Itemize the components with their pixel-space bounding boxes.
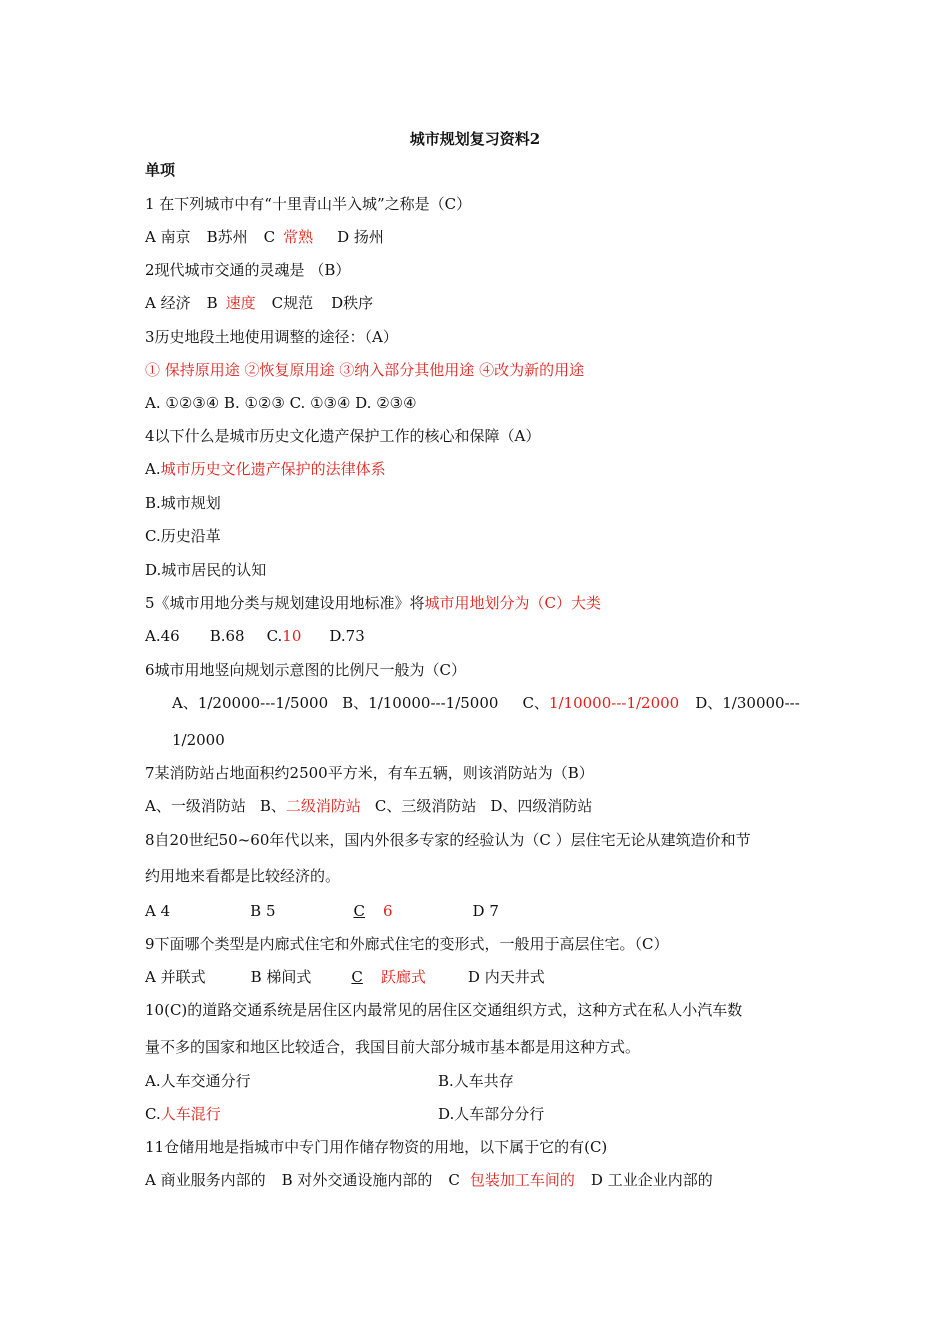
question-11-options bbox=[145, 1170, 713, 1190]
option-d: D 工业企业内部的 bbox=[590, 1171, 713, 1189]
option-a: A 南京 bbox=[145, 228, 191, 246]
option-b: B苏州 bbox=[206, 228, 248, 246]
option-a: A、一级消防站 bbox=[145, 797, 246, 815]
question-7-options bbox=[145, 796, 592, 816]
question-4-option-c: C.历史沿革 bbox=[145, 527, 221, 545]
option-c-label: C. bbox=[266, 627, 283, 645]
option-a: A.46 bbox=[145, 627, 180, 645]
question-2-options bbox=[145, 293, 373, 313]
question-6-options-wrap: 1/2000 bbox=[172, 731, 225, 749]
option-b-label: B bbox=[206, 294, 218, 312]
option-a: A 经济 bbox=[145, 294, 191, 312]
option-a: A 商业服务内部的 bbox=[145, 1171, 266, 1189]
question-8-options bbox=[145, 901, 499, 921]
question-1: 1 在下列城市中有“十里青山半入城”之称是（C） bbox=[145, 195, 472, 213]
option-c-answer: 常熟 bbox=[283, 228, 314, 246]
option-a: A、1/20000---1/5000 bbox=[172, 694, 329, 712]
option-d: D 扬州 bbox=[337, 228, 384, 246]
question-6-options bbox=[172, 693, 800, 713]
question-10-option-b: B.人车共存 bbox=[438, 1072, 514, 1090]
question-10-option-c bbox=[145, 1104, 221, 1124]
option-a-answer: 城市历史文化遗产保护的法律体系 bbox=[160, 460, 386, 478]
question-4-option-d: D.城市居民的认知 bbox=[145, 561, 267, 579]
question-1-options bbox=[145, 227, 384, 247]
question-8-line-1: 8自20世纪50~60年代以来，国内外很多专家的经验认为（C ）层住宅无论从建筑造价和节 bbox=[145, 831, 751, 849]
option-d: D 内天井式 bbox=[467, 968, 545, 986]
option-b: B 对外交通设施内部的 bbox=[281, 1171, 433, 1189]
option-c-label: C. bbox=[145, 1105, 161, 1123]
question-10-line-1: 10(C)的道路交通系统是居住区内最常见的居住区交通组织方式，这种方式在私人小汽车数 bbox=[145, 1001, 743, 1019]
option-c-label: C、 bbox=[522, 694, 549, 712]
question-3: 3历史地段土地使用调整的途径：（A） bbox=[145, 328, 398, 346]
option-c-answer: 包装加工车间的 bbox=[469, 1171, 575, 1189]
option-c-answer: 10 bbox=[282, 627, 302, 645]
question-6: 6城市用地竖向规划示意图的比例尺一般为（C） bbox=[145, 661, 467, 679]
question-9-options bbox=[145, 967, 545, 987]
question-9: 9下面哪个类型是内廊式住宅和外廊式住宅的变形式，一般用于高层住宅。（C） bbox=[145, 935, 669, 953]
question-5-stem: 5《城市用地分类与规划建设用地标准》将 bbox=[145, 594, 425, 612]
option-c-label: C bbox=[353, 902, 365, 920]
option-c-answer: 人车混行 bbox=[160, 1105, 221, 1123]
question-4-option-a bbox=[145, 459, 386, 479]
question-10-option-a: A.人车交通分行 bbox=[145, 1072, 251, 1090]
option-b: B、1/10000---1/5000 bbox=[342, 694, 499, 712]
question-2: 2现代城市交通的灵魂是 （B） bbox=[145, 261, 351, 279]
option-b-label: B、 bbox=[259, 797, 286, 815]
option-b-answer: 二级消防站 bbox=[285, 797, 361, 815]
option-b-answer: 速度 bbox=[225, 294, 256, 312]
option-c: C规范 bbox=[271, 294, 314, 312]
option-b: B 5 bbox=[250, 902, 276, 920]
question-8-line-2: 约用地来看都是比较经济的。 bbox=[145, 867, 341, 885]
option-b: B 梯间式 bbox=[250, 968, 312, 986]
option-c-answer: 6 bbox=[382, 902, 393, 920]
option-d: D 7 bbox=[472, 902, 499, 920]
option-c-answer: 1/10000---1/2000 bbox=[548, 694, 680, 712]
question-3-options: A. ①②③④ B. ①②③ C. ①③④ D. ②③④ bbox=[145, 394, 417, 412]
question-3-items: ① 保持原用途 ②恢复原用途 ③纳入部分其他用途 ④改为新的用途 bbox=[145, 361, 585, 379]
option-d: D.73 bbox=[329, 627, 365, 645]
question-5-highlight: 城市用地划分为（C）大类 bbox=[424, 594, 602, 612]
option-d: D秩序 bbox=[331, 294, 374, 312]
option-a: A 4 bbox=[145, 902, 171, 920]
option-a: A 并联式 bbox=[145, 968, 206, 986]
option-c-label: C bbox=[263, 228, 276, 246]
option-c-label: C bbox=[351, 968, 363, 986]
question-4: 4以下什么是城市历史文化遗产保护工作的核心和保障（A） bbox=[145, 427, 541, 445]
option-c-answer: 跃廊式 bbox=[380, 968, 426, 986]
option-a-label: A. bbox=[145, 460, 161, 478]
option-c: C、三级消防站 bbox=[374, 797, 477, 815]
question-10-line-2: 量不多的国家和地区比较适合，我国目前大部分城市基本都是用这种方式。 bbox=[145, 1038, 641, 1056]
option-c-label: C bbox=[448, 1171, 460, 1189]
question-5 bbox=[145, 593, 601, 613]
question-4-option-b: B.城市规划 bbox=[145, 494, 221, 512]
question-5-options bbox=[145, 626, 365, 646]
question-11: 11仓储用地是指城市中专门用作储存物资的用地，以下属于它的有(C) bbox=[145, 1138, 608, 1156]
page-title: 城市规划复习资料2 bbox=[409, 130, 541, 148]
option-d: D、四级消防站 bbox=[490, 797, 593, 815]
question-7: 7某消防站占地面积约2500平方米，有车五辆，则该消防站为（B） bbox=[145, 764, 594, 782]
section-heading: 单项 bbox=[145, 161, 176, 179]
question-10-option-d: D.人车部分分行 bbox=[438, 1105, 545, 1123]
option-b: B.68 bbox=[209, 627, 245, 645]
option-d: D、1/30000--- bbox=[695, 694, 800, 712]
